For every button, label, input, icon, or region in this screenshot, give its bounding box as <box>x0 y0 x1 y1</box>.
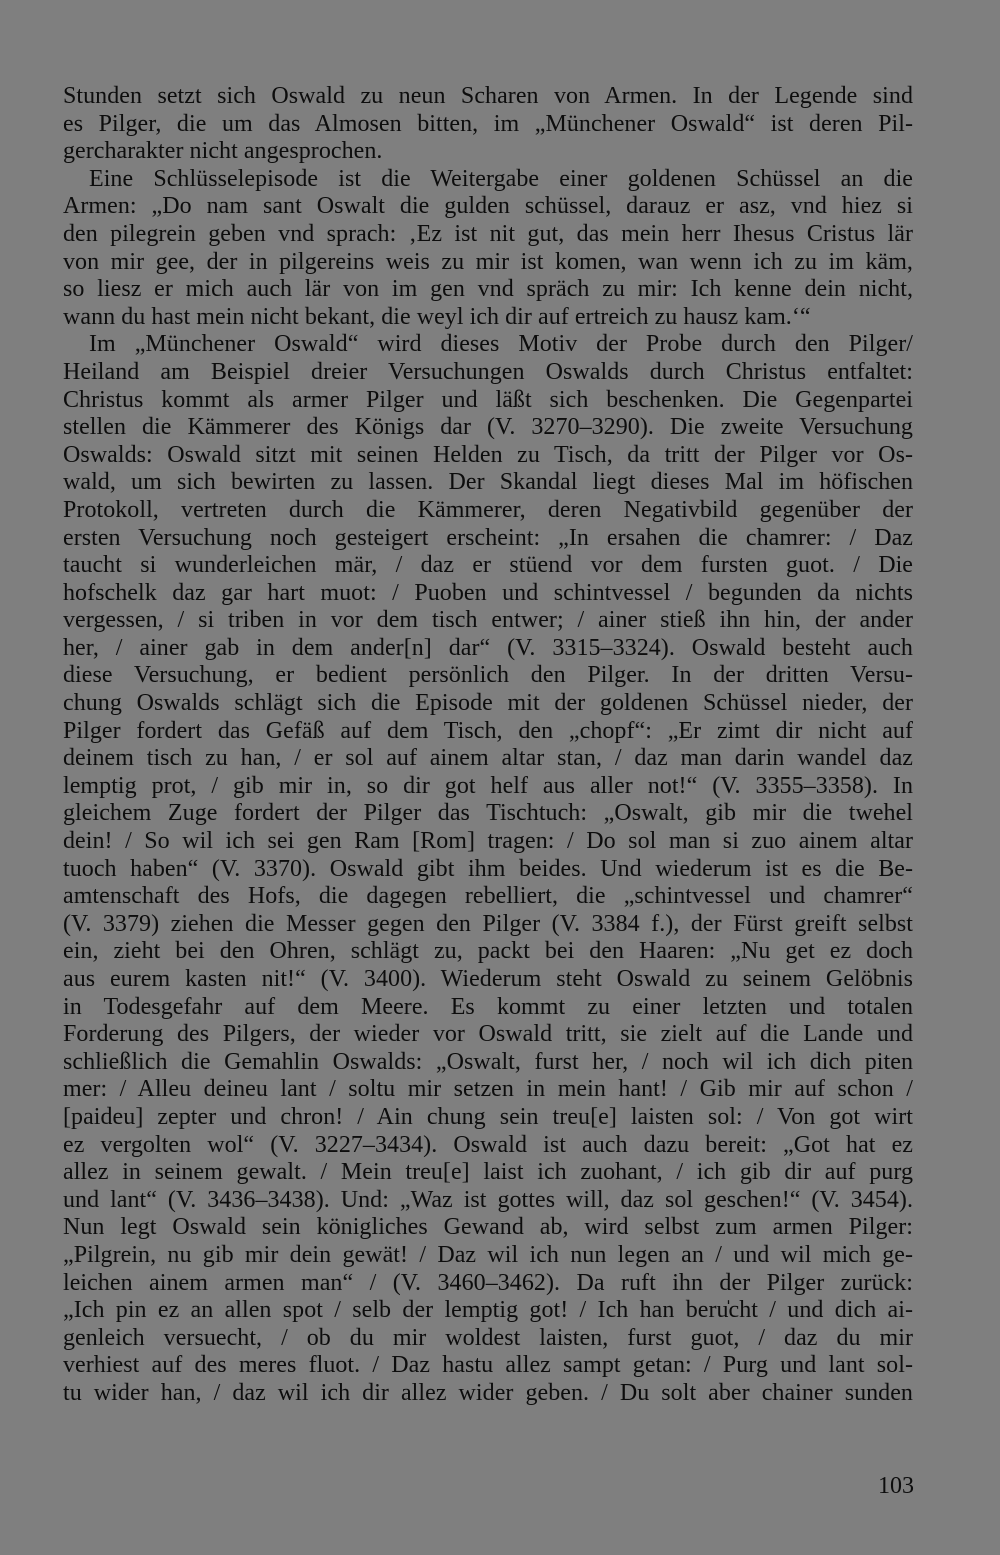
text-line: vergessen, / si triben in vor dem tisch entwer; / ainer stieß ihn hin, der ander <box>63 607 913 634</box>
text-line: genleich versuecht, / ob du mir woldest laisten, furst guot, / daz du mir <box>63 1324 913 1351</box>
text-line: Stunden setzt sich Oswald zu neun Scharen von Armen. In der Legende sind <box>63 83 913 109</box>
text-line: diese Versuchung, er bedient persönlich den Pilger. In der dritten Versu- <box>63 662 913 689</box>
text-line: deinem tisch zu han, / er sol auf ainem altar stan, / daz man darin wandel daz <box>63 745 913 772</box>
text-line: Im „Münchener Oswald“ wird dieses Motiv der Probe durch den Pilger/ <box>89 331 913 358</box>
text-line: amtenschaft des Hofs, die dagegen rebelliert, die „schintvessel und chamrer“ <box>63 883 913 910</box>
text-line: tuoch haben“ (V. 3370). Oswald gibt ihm beides. Und wiederum ist es die Be- <box>63 855 913 882</box>
text-line: Forderung des Pilgers, der wieder vor Oswald tritt, sie zielt auf die Lande und <box>63 1021 913 1048</box>
text-line: taucht si wunderleichen mär, / daz er stüend vor dem fursten guot. / Die <box>63 552 913 579</box>
text-line: Protokoll, vertreten durch die Kämmerer, deren Negativbild gegenüber der <box>63 496 913 523</box>
text-line: Armen: „Do nam sant Oswalt die gulden schüssel, darauz er asz, vnd hiez si <box>63 193 913 220</box>
text-line: Heiland am Beispiel dreier Versuchungen Oswalds durch Christus entfaltet: <box>63 358 913 385</box>
text-line: und lant“ (V. 3436–3438). Und: „Waz ist gottes will, daz sol geschen!“ (V. 3454). <box>63 1186 913 1213</box>
text-line: „Ich pin ez an allen spot / selb der lemptig got! / Ich han beru̍cht / und dich ai- <box>63 1297 913 1324</box>
text-line: so liesz er mich auch lär von im gen vnd spräch zu mir: Ich kenne dein nicht, <box>63 276 913 303</box>
text-line: stellen die Kämmerer des Königs dar (V. 3270–3290). Die zweite Versuchung <box>63 414 913 441</box>
text-line: ez vergolten wol“ (V. 3227–3434). Oswald ist auch dazu bereit: „Got hat ez <box>63 1131 913 1158</box>
text-line: Nun legt Oswald sein königliches Gewand ab, wird selbst zum armen Pilger: <box>63 1214 913 1241</box>
page-number: 103 <box>878 1473 914 1499</box>
text-line: allez in seinem gewalt. / Mein treu[e] laist ich zuohant, / ich gib dir auf purg <box>63 1159 913 1186</box>
text-line: chung Oswalds schlägt sich die Episode mit der goldenen Schüssel nieder, der <box>63 690 913 717</box>
text-line: leichen ainem armen man“ / (V. 3460–3462). Da ruft ihn der Pilger zurück: <box>63 1269 913 1296</box>
text-line: Eine Schlüsselepisode ist die Weitergabe einer goldenen Schüssel an die <box>89 165 913 192</box>
text-line: hofschelk daz gar hart muot: / Puoben und schintvessel / begunden da nichts <box>63 579 913 606</box>
text-line: wald, um sich bewirten zu lassen. Der Skandal liegt dieses Mal im höfischen <box>63 469 913 496</box>
text-line: schließlich die Gemahlin Oswalds: „Oswalt, furst her, / noch wil ich dich piten <box>63 1048 913 1075</box>
text-line: gercharakter nicht angesprochen. <box>63 138 383 165</box>
text-line: Oswalds: Oswald sitzt mit seinen Helden zu Tisch, da tritt der Pilger vor Os- <box>63 441 913 468</box>
text-line: aus eurem kasten nit!“ (V. 3400). Wiederum steht Oswald zu seinem Gelöbnis <box>63 966 913 992</box>
text-line: es Pilger, die um das Almosen bitten, im „Münchener Oswald“ ist deren Pil- <box>63 110 913 137</box>
text-line: Pilger fordert das Gefäß auf dem Tisch, den „chopf“: „Er zimt dir nicht auf <box>63 717 913 744</box>
text-line: „Pilgrein, nu gib mir dein gewät! / Daz wil ich nun legen an / und wil mich ge- <box>63 1241 913 1268</box>
text-line: den pilegrein geben vnd sprach: ‚Ez ist nit gut, das mein herr Ihesus Cristus lär <box>63 220 913 247</box>
text-line: tu wider han, / daz wil ich dir allez wider geben. / Du solt aber chainer sunden <box>63 1379 913 1406</box>
text-line: in Todesgefahr auf dem Meere. Es kommt zu einer letzten und totalen <box>63 993 913 1020</box>
text-line: mer: / Alleu deineu lant / soltu mir setzen in mein hant! / Gib mir auf schon / <box>63 1076 913 1103</box>
text-line: ein, zieht bei den Ohren, schlägt zu, packt bei den Haaren: „Nu get ez doch <box>63 938 913 965</box>
text-line: (V. 3379) ziehen die Messer gegen den Pilger (V. 3384 f.), der Fürst greift selbst <box>63 910 913 937</box>
text-line: [paideu] zepter und chron! / Ain chung sein treu[e] laisten sol: / Von got wirt <box>63 1103 913 1130</box>
text-line: Christus kommt als armer Pilger und läßt sich beschenken. Die Gegenpartei <box>63 386 913 413</box>
text-line: ersten Versuchung noch gesteigert erscheint: „In ersahen die chamrer: / Daz <box>63 524 913 551</box>
text-line: gleichem Zuge fordert der Pilger das Tischtuch: „Oswalt, gib mir die twehel <box>63 800 913 827</box>
body-text <box>63 83 913 1408</box>
text-line: wann du hast mein nicht bekant, die weyl ich dir auf ertreich zu hausz kam.‘“ <box>63 303 811 330</box>
text-line: her, / ainer gab in dem ander[n] dar“ (V. 3315–3324). Oswald besteht auch <box>63 634 913 661</box>
text-line: von mir gee, der in pilgereins weis zu mir ist komen, wan wenn ich zu im käm, <box>63 248 913 275</box>
text-line: lemptig prot, / gib mir in, so dir got helf aus aller not!“ (V. 3355–3358). In <box>63 772 913 799</box>
text-line: dein! / So wil ich sei gen Ram [Rom] tragen: / Do sol man si zuo ainem altar <box>63 828 913 855</box>
text-line: verhiest auf des meres fluot. / Daz hastu allez sampt getan: / Purg und lant sol- <box>63 1352 913 1379</box>
